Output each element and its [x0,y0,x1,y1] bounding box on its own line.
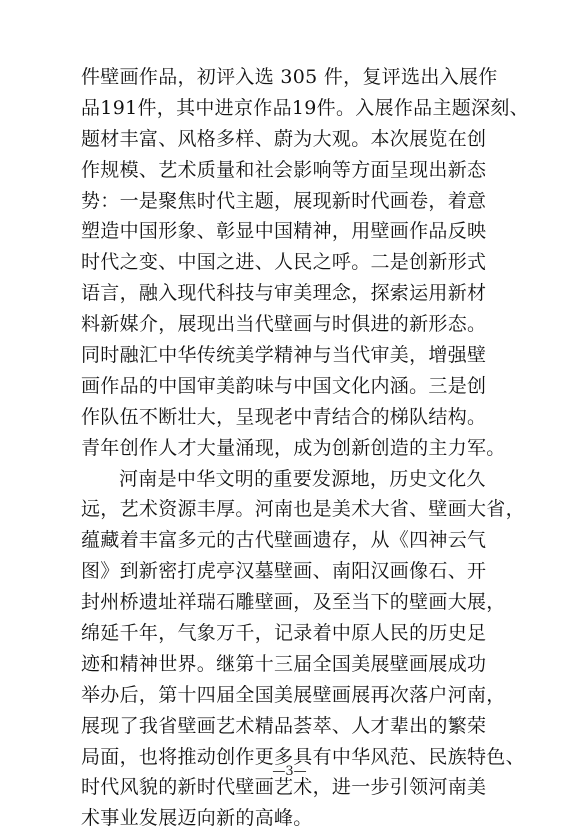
body-text [81,62,529,834]
text-line-23: 局面，也将推动创作更多具有中华风范、民族特色、 [81,745,525,768]
text-line-6: 塑造中国形象、彰显中国精神，用壁画作品反映 [81,220,487,243]
text-line-18: 封州桥遗址祥瑞石雕壁画，及至当下的壁画大展， [81,591,506,614]
text-line-21: 举办后，第十四届全国美展壁画展再次落户河南， [81,683,506,706]
text-line-7: 时代之变、中国之进、人民之呼。二是创新形式 [81,251,487,274]
text-line-13: 青年创作人才大量涌现，成为创新创造的主力军。 [81,436,506,459]
text-line-2: 品191件，其中进京作品19件。入展作品主题深刻、 [81,96,529,119]
text-line-15: 远，艺术资源丰厚。河南也是美术大省、壁画大省， [81,498,525,521]
text-line-11: 画作品的中国审美韵味与中国文化内涵。三是创 [81,374,487,397]
text-line-1: 件壁画作品，初评入选 305 件，复评选出入展作 [81,66,498,88]
text-line-5: 势：一是聚焦时代主题，展现新时代画卷，着意 [81,189,487,212]
text-line-12: 作队伍不断壮大，呈现老中青结合的梯队结构。 [81,405,487,428]
text-line-24: 时代风貌的新时代壁画艺术，进一步引领河南美 [81,776,487,799]
text-line-25: 术事业发展迈向新的高峰。 [81,807,313,830]
text-line-14: 河南是中华文明的重要发源地，历史文化久 [119,467,486,490]
text-line-9: 料新媒介，展现出当代壁画与时俱进的新形态。 [81,313,487,336]
text-line-8: 语言，融入现代科技与审美理念，探索运用新材 [81,282,487,305]
text-line-19: 绵延千年，气象万千，记录着中原人民的历史足 [81,622,487,645]
text-line-16: 蕴藏着丰富多元的古代壁画遗存，从《四神云气 [81,529,487,552]
text-line-10: 同时融汇中华传统美学精神与当代审美，增强壁 [81,344,487,367]
text-line-4: 作规模、艺术质量和社会影响等方面呈现出新态 [81,158,487,181]
page-number: —3— [272,764,307,779]
text-line-17: 图》到新密打虎亭汉墓壁画、南阳汉画像石、开 [81,560,487,583]
text-line-22: 展现了我省壁画艺术精品荟萃、人才辈出的繁荣 [81,714,487,737]
text-line-20: 迹和精神世界。继第十三届全国美展壁画展成功 [81,652,487,675]
text-line-3: 题材丰富、风格多样、蔚为大观。本次展览在创 [81,127,487,150]
